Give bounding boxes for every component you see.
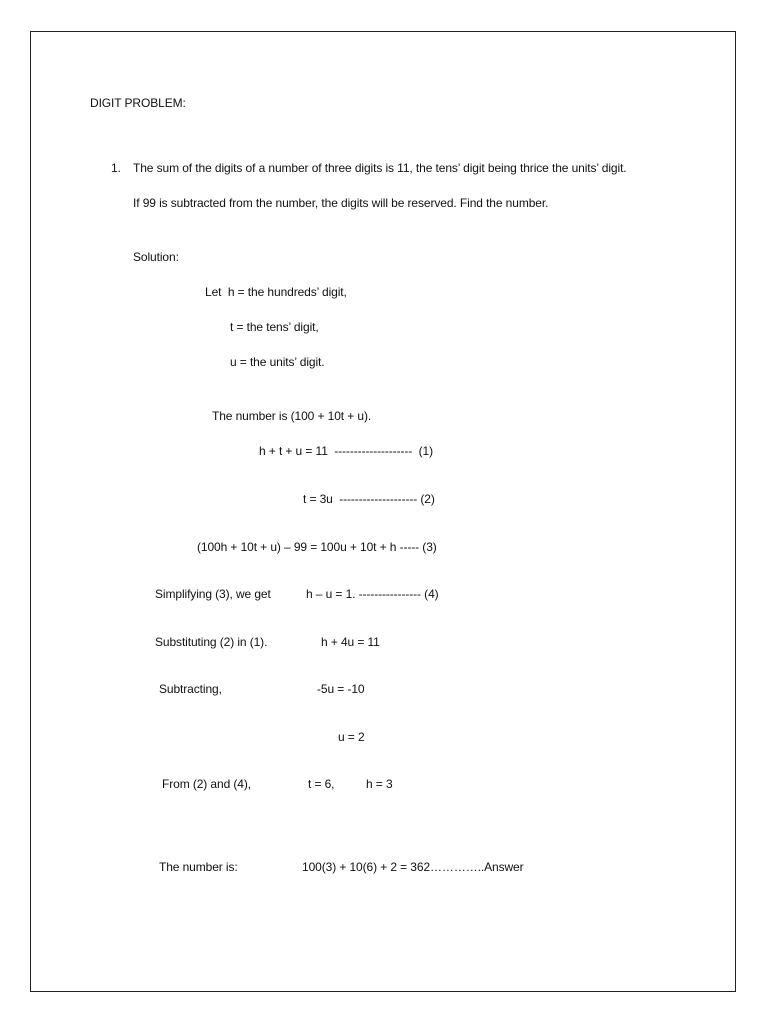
equation-4: h – u = 1. ---------------- (4) (306, 587, 439, 601)
answer-expression: 100(3) + 10(6) + 2 = 362…………..Answer (302, 860, 524, 874)
page-border (30, 31, 736, 992)
from-label: From (2) and (4), (162, 777, 251, 791)
solution-label: Solution: (133, 250, 179, 264)
substitution-equation: h + 4u = 11 (321, 635, 380, 649)
number-expression: The number is (100 + 10t + u). (212, 409, 372, 423)
u-value: u = 2 (338, 730, 365, 744)
equation-2: t = 3u -------------------- (2) (303, 492, 435, 506)
simplifying-label: Simplifying (3), we get (155, 587, 271, 601)
let-u-line: u = the units’ digit. (230, 355, 325, 369)
subtraction-result: -5u = -10 (317, 682, 365, 696)
answer-label: The number is: (159, 860, 238, 874)
problem-line-2: If 99 is subtracted from the number, the digits will be reserved. Find the number. (133, 196, 549, 210)
equation-1: h + t + u = 11 -------------------- (1) (259, 444, 433, 458)
t-value: t = 6, (308, 777, 335, 791)
equation-3: (100h + 10t + u) – 99 = 100u + 10t + h ----- (3) (197, 540, 437, 554)
subtracting-label: Subtracting, (159, 682, 222, 696)
document-heading: DIGIT PROBLEM: (90, 96, 186, 110)
substituting-label: Substituting (2) in (1). (155, 635, 268, 649)
h-value: h = 3 (366, 777, 393, 791)
let-t-line: t = the tens’ digit, (230, 320, 319, 334)
problem-number: 1. (111, 161, 121, 175)
problem-line-1: The sum of the digits of a number of three digits is 11, the tens’ digit being thrice the units’ digit. (133, 161, 627, 175)
let-h-line: Let h = the hundreds’ digit, (205, 285, 347, 299)
